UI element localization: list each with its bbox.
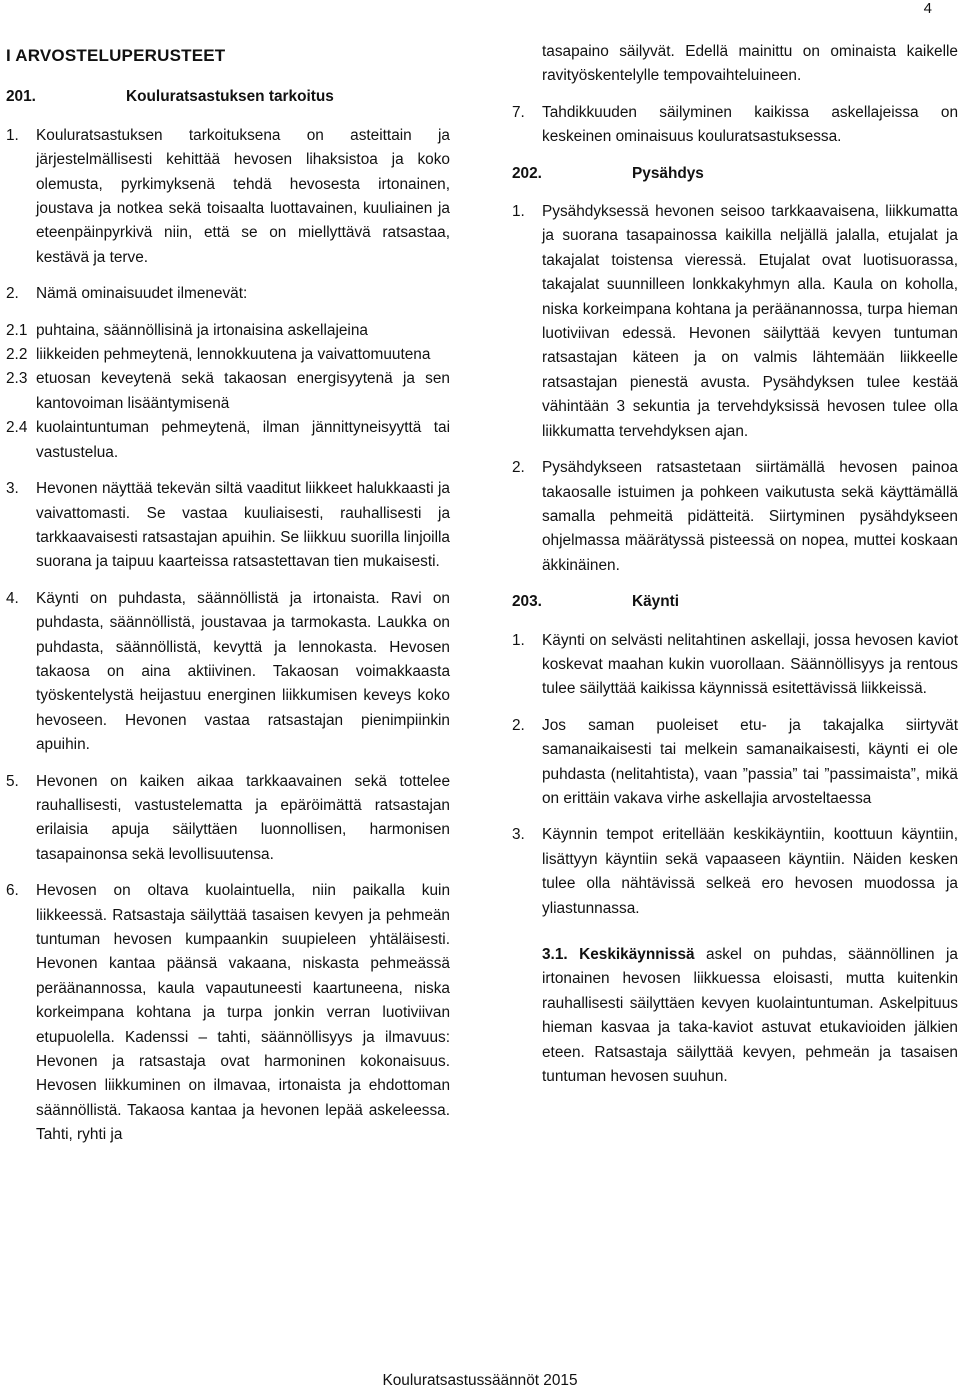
subitem-2-1 — [6, 319, 450, 343]
paragraph-number: 1. — [6, 126, 19, 144]
paragraph-text: Käynnin tempot eritellään keskikäyntiin, koottuun käyntiin, lisättyyn käyntiin sekä vapaaseen käyntiin. Näiden kesken tulee olla nähtävissä selkeä ero hevosen muodossa ja yliastunnassa. — [542, 826, 958, 917]
paragraph-text: Käynti on selvästi nelitahtinen askellaji, jossa hevosen kaviot koskevat maahan kukin vuorollaan. Säännöllisyys ja rentous tulee säilyttää kaikissa käynnissä esitettävissä liikkeissä. — [542, 631, 958, 698]
right-column — [512, 40, 958, 1089]
subsection-lead: 3.1. Keskikäynnissä — [542, 946, 695, 963]
paragraph-number: 2. — [512, 716, 525, 734]
paragraph-number: 5. — [6, 772, 19, 790]
paragraph-201-5 — [6, 770, 450, 868]
paragraph-text: Tahdikkuuden säilyminen kaikissa askellajeissa on keskeinen ominaisuus kouluratsastuksessa. — [542, 103, 958, 146]
paragraph-number: 3. — [6, 480, 19, 498]
paragraph-number: 1. — [512, 631, 525, 649]
subitem-text: kuolaintuntuman pehmeytenä, ilman jännittyneisyyttä tai vastustelua. — [36, 419, 450, 461]
section-number: 201. — [6, 88, 36, 106]
paragraph-201-2 — [6, 282, 450, 306]
paragraph-201-7 — [512, 101, 958, 150]
paragraph-text: Hevonen on kaiken aikaa tarkkaavainen sekä tottelee rauhallisesti, vastustelematta ja epäröimättä ratsastajan erilaisia apuja säilyttäen luonnollisen, harmonisen tasapainonsa sekä levollisuutensa. — [36, 772, 450, 863]
subsection-text — [542, 943, 958, 1089]
subitem-number: 2.3 — [6, 370, 28, 388]
paragraph-text: Nämä ominaisuudet ilmenevät: — [36, 285, 248, 303]
paragraph-text: Pysähdykseen ratsastetaan siirtämällä hevosen painoa takaosalle istuimen ja pohkeen vaikutusta sekä käyttämällä samalla pehmeitä pidätteitä. Siirtyminen pysähdykseen ohjelmassa määrätyssä pisteessä on nopea, muttei koskaan äkkinäinen. — [542, 459, 958, 574]
section-title: Käynti — [632, 593, 680, 611]
page-title: I ARVOSTELUPERUSTEET — [6, 46, 226, 65]
section-203-heading — [512, 590, 958, 614]
section-number: 203. — [512, 593, 542, 611]
paragraph-203-3 — [512, 823, 958, 921]
paragraph-203-1 — [512, 629, 958, 702]
paragraph-number: 2. — [6, 285, 19, 303]
paragraph-text: Käynti on puhdasta, säännöllistä ja irtonaista. Ravi on puhdasta, säännöllistä, joustavaa ja tarmokasta. Laukka on puhdasta, säännöllistä, kevyttä ja lennokasta. Hevosen takaosa on aina aktiivinen. Takaosan voimakkaasta työskentelystä heijastuu energinen liikkumisen keveys koko hevoseen. Hevonen vastaa ratsastajan pienimpiinkin apuihin. — [36, 589, 450, 754]
paragraph-text: Hevosen on oltava kuolaintuella, niin paikalla kuin liikkeessä. Ratsastaja säilyttää tasaisen kevyen ja pehmeän tuntuman hevosen kumpaankin suupieleen yhtäläisesti. Hevonen kantaa päänsä vakaana, niskasta pehmeässä peräänannossa, kaula vapautuneesti kaartuneena, niska korkeimpana kohtana ja turpa jonkin verran luotiviivan etupuolella. Kadenssi – tahti, säännöllisyys ja ilmavuus: Hevonen ja ratsastaja ovat harmoninen kokonaisuus. Hevosen liikkuminen on ilmavaa, irtonaista ja ehdottoman säännöllistä. Takaosa kantaa ja hevonen lepää askeleessa. Tahti, ryhti ja — [36, 882, 450, 1144]
paragraph-201-4 — [6, 587, 450, 758]
section-202-heading — [512, 162, 958, 186]
subitem-2-4 — [6, 416, 450, 465]
subsection-body: askel on puhdas, säännöllinen ja irtonainen hevosen liikkuessa eloisasti, mutta kuitenkin rauhallisesti säilyttäen kevyen kuolaintuntuman. Askelpituus hieman kasvaa ja taka-kaviot astuvat etukavioiden jälkien eteen. Ratsastaja säilyttää kevyen, pehmeän ja tasaisen tuntuman hevosen suuhun. — [542, 946, 958, 1086]
paragraph-201-6 — [6, 879, 450, 1147]
subitem-text: etuosan keveytenä sekä takaosan energisyytenä ja sen kantovoiman lisääntymisenä — [36, 370, 450, 412]
subsection-3-1 — [542, 943, 958, 1089]
paragraph-number: 6. — [6, 882, 19, 900]
paragraph-text: Pysähdyksessä hevonen seisoo tarkkaavaisena, liikkumatta ja suorana tasapainossa kaikilla neljällä jalalla, etujalat ja takajalat toistensa vieressä. Etujalat ovat luotisuorassa, takajalat suunnilleen lonkkakyhmyn alla. Kaula on koholla, niska korkeimpana kohtana ja peräänannossa, turpa hieman luotiviivan edessä. Hevonen säilyttää kevyen tuntuman ratsastajan käteen ja on valmis lähtemään liikkeelle ratsastajan pienestä avusta. Pysähdyksen tulee kestää vähintään 3 sekuntia ja tervehdyksissä hevosen tulee olla liikkumatta tervehdyksen ajan. — [542, 203, 958, 440]
section-title: Kouluratsastuksen tarkoitus — [126, 88, 334, 106]
subitem-text: liikkeiden pehmeytenä, lennokkuutena ja vaivattomuutena — [36, 346, 431, 364]
section-number: 202. — [512, 164, 542, 182]
section-201-heading — [6, 85, 450, 109]
subitem-number: 2.2 — [6, 346, 28, 364]
left-column — [6, 40, 450, 1160]
paragraph-text: Hevonen näyttää tekevän siltä vaaditut liikkeet halukkaasti ja vaivattomasti. Se vastaa kuuliaisesti, rauhallisesti ja tarkkaavaisesti ratsastajan apuihin. Se liikkuu suorilla linjoilla suorana ja taipuu kaarteissa ratsastettavan tien mukaisesti. — [36, 480, 450, 571]
paragraph-number: 7. — [512, 103, 525, 121]
subitem-2-3 — [6, 367, 450, 416]
subitem-2-2 — [6, 343, 450, 367]
paragraph-number: 4. — [6, 589, 19, 607]
section-title: Pysähdys — [632, 164, 704, 182]
page-footer: Kouluratsastussäännöt 2015 — [382, 1372, 578, 1389]
paragraph-201-3 — [6, 477, 450, 575]
page-number: 4 — [923, 0, 932, 17]
paragraph-203-2 — [512, 714, 958, 812]
subitem-text: puhtaina, säännöllisinä ja irtonaisina askellajeina — [36, 321, 368, 339]
subitem-number: 2.1 — [6, 321, 28, 339]
paragraph-number: 1. — [512, 203, 525, 221]
paragraph-text: Jos saman puoleiset etu- ja takajalka siirtyvät samanaikaisesti tai melkein samanaikaisesti, käynti ei ole puhdasta (nelitahtista), vaan ”passia” tai ”passimaista”, mikä on erittäin vakava virhe askellajia arvosteltaessa — [542, 716, 958, 807]
paragraph-number: 2. — [512, 459, 525, 477]
paragraph-201-6-continued: tasapaino säilyvät. Edellä mainittu on ominaista kaikelle ravityöskentelylle tempovaihteluineen. — [542, 43, 958, 85]
paragraph-number: 3. — [512, 826, 525, 844]
paragraph-201-1 — [6, 124, 450, 270]
paragraph-202-1 — [512, 200, 958, 444]
paragraph-202-2 — [512, 456, 958, 578]
paragraph-text: Kouluratsastuksen tarkoituksena on asteittain ja järjestelmällisesti kehittää hevosen lihaksistoa ja koko olemusta, pyrkimyksenä tehdä hevosesta irtonainen, joustava ja notkea sekä toisaalta luottavainen, kuuliainen ja eteenpäinpyrkivä niin, että se on miellyttävä ratsastaa, kestävä ja terve. — [36, 126, 450, 266]
subitem-number: 2.4 — [6, 419, 28, 437]
